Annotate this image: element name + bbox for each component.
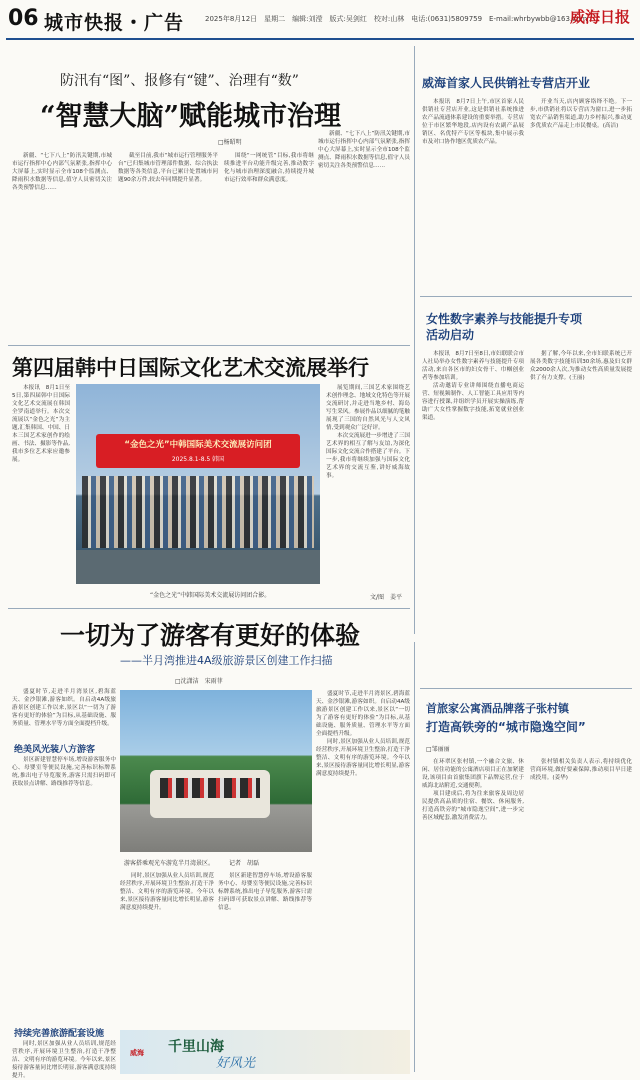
lead-body-col1 xyxy=(12,152,112,338)
paragraph: 本报讯 8月1日至5日,第四届韩中日国际文化艺术交流展在韩国全罗南道举行。本次交流展以“金色之光”为主题,汇集韩国、中国、日本三国艺术家创作的绘画、书法、摄影等作品,我市多位艺术家应邀参展。 xyxy=(12,385,70,463)
paragraph: 围绕“一网统管”目标,我市将继续推进平台功能升级完善,推动数字化与城市治理深度融合,持续提升城市运行效率和群众满意度。 xyxy=(224,153,314,183)
ad-main-text: 千里山海 xyxy=(168,1039,224,1055)
tour-subhead: ——半月湾推进4A级旅游景区创建工作扫描 xyxy=(120,654,333,667)
paragraph: 同时,景区加强从业人员培训,规范经营秩序,开展环境卫生整治,打造干净整洁、文明有序的游览环境。今年以来,景区接待游客量同比增长明显,游客满意度持续提升。 xyxy=(316,739,410,777)
hotel-byline: □邹丽丽 xyxy=(426,746,450,753)
women-headline-1: 女性数字素养与技能提升专项 xyxy=(426,312,583,326)
paragraph: 新疆、“七下八上”防汛关键期,市城市运行指挥中心内部气氛紧张,指挥中心大屏幕上,实时显示全市108个监测点、降雨积水数据等信息,值守人员密切关注各类预警信息…… xyxy=(318,131,410,169)
hotel-headline-2: 打造高铁旁的“城市隐逸空间” xyxy=(426,720,586,734)
paragraph: 本报讯 8月7日至8日,市妇联联合市人社局举办女性数字素养与技能提升专项活动,来自各区市的妇女骨干、巾帼创业者等参加培训。 xyxy=(422,351,524,381)
paragraph: 景区新建智慧停车场,增设游客服务中心、母婴室等便民设施,完善标识标牌系统,推出电子导览服务,游客只需扫码即可获取景点讲解、路线推荐等信息。 xyxy=(12,757,116,787)
tourism-ad xyxy=(120,1030,410,1074)
korea-photo-caption: “金色之光”中韩国际美术交流展访问团合影。 xyxy=(150,592,271,599)
korea-body-col1 xyxy=(12,384,70,602)
column-divider xyxy=(414,46,415,634)
paragraph: 据了解,今年以来,全市妇联系统已开展各类数字技能培训30余场,惠及妇女群众2000余人次,为推动女性高质量发展提供了有力支撑。(王丽) xyxy=(530,351,632,381)
korea-body-col3 xyxy=(326,384,410,584)
tour-photo-caption: 游客搭乘观光车游览半月湾景区。 记者 胡磊 xyxy=(124,860,260,867)
masthead xyxy=(0,0,640,42)
hotel-body-col2 xyxy=(530,758,632,1074)
ad-script-text: 好风光 xyxy=(216,1056,256,1071)
column-divider xyxy=(414,642,415,1072)
paragraph: 同时,景区加强从业人员培训,规范经营秩序,开展环境卫生整治,打造干净整洁、文明有序的游览环境。今年以来,景区接待游客量同比增长明显,游客满意度持续提升。 xyxy=(120,873,214,911)
paragraph: 景区新建智慧停车场,增设游客服务中心、母婴室等便民设施,完善标识标牌系统,推出电子导览服务,游客只需扫码即可获取景点讲解、路线推荐等信息。 xyxy=(218,873,312,911)
paragraph: 截至目前,我市“城市运行管理服务平台”已归集城市管理部件数据、综合执法数据等各类信息,平台已累计处置城市问题90余万件,较去年同期提升显著。 xyxy=(118,153,218,183)
lead-body-col3 xyxy=(224,152,314,338)
lead-byline: □杨昭明 xyxy=(218,139,242,146)
hotel-headline-1: 首旅家公寓酒品牌落子张村镇 xyxy=(426,702,569,715)
tour-minihead-1: 绝美风光装八方游客 xyxy=(14,745,96,755)
coop-body-col1 xyxy=(422,98,524,290)
page-meta: 2025年8月12日 星期二 编辑:刘滢 版式:吴剑红 校对:山林 电话:(0631)5809759 E-mail:whrbywbb@163.com xyxy=(205,15,588,23)
korea-headline: 第四届韩中日国际文化艺术交流展举行 xyxy=(12,355,369,380)
lead-headline: “智慧大脑”赋能城市治理 xyxy=(40,101,342,132)
paragraph: 本报讯 8月7日上午,市区首家人民供销社专营店开业,这是供销社系统推进农产品流通体系建设的重要举措。专营店位于市区繁华地段,店内设有农副产品展销区、名优特产专区等板块,集中展示我市及对口协作地区优质农产品。 xyxy=(422,99,524,145)
sightseeing-car-photo xyxy=(120,690,312,852)
paragraph: 盛夏时节,走进半月湾景区,碧海蓝天、金沙银滩,游客如织。自启动4A级旅游景区创建工作以来,景区以“一切为了游客有更好的体验”为目标,从基础设施、服务质量、管理水平等方面全面提档升级。 xyxy=(12,689,116,727)
lead-body-col2 xyxy=(118,152,218,338)
tour-body-col3 xyxy=(218,872,312,1024)
women-body-col1 xyxy=(422,350,524,680)
paragraph: 在环翠区张村镇,一个融合文旅、休闲、居住功能的公寓酒店项目正在加紧建设,该项目由首旅集团旗下品牌运营,位于威海北站附近,交通便利。 xyxy=(422,759,524,789)
banner-text: “金色之光”中韩国际美术交流展访问团 xyxy=(124,440,272,450)
paragraph: 新疆、“七下八上”防汛关键期,市城市运行指挥中心内部气氛紧张,指挥中心大屏幕上,实时显示全市108个监测点、降雨积水数据等信息,值守人员密切关注各类预警信息…… xyxy=(12,153,112,191)
paragraph: 盛夏时节,走进半月湾景区,碧海蓝天、金沙银滩,游客如织。自启动4A级旅游景区创建工作以来,景区以“一切为了游客有更好的体验”为目标,从基础设施、服务质量、管理水平等方面全面提档升级。 xyxy=(316,691,410,737)
paragraph: 本次交流展进一步增进了三国艺术界的相互了解与友谊,为深化国际文化交流合作搭建了平台。下一步,我市将继续加强与国际文化艺术界的交流互鉴,讲好威海故事。 xyxy=(326,433,410,479)
tour-body-col1 xyxy=(12,756,116,1022)
section-title: 城市快报・广告 xyxy=(44,12,185,34)
tour-body-col2 xyxy=(120,872,214,1024)
section-divider xyxy=(420,688,632,689)
paragraph: 同时,景区加强从业人员培训,规范经营秩序,开展环境卫生整治,打造干净整洁、文明有序的游览环境。今年以来,景区接待游客量同比增长明显,游客满意度持续提升。 xyxy=(12,1041,116,1079)
group-people xyxy=(82,476,314,548)
banner-subtext: 2025.8.1-8.5 韩国 xyxy=(171,456,225,463)
group-photo xyxy=(76,384,320,584)
page-number: 06 xyxy=(8,6,39,31)
section-divider xyxy=(8,345,410,346)
korea-byline: 文/图 姜平 xyxy=(370,594,403,601)
lead-kicker: 防汛有“图”、报修有“键”、治理有“数” xyxy=(60,73,299,89)
tour-body-col4 xyxy=(316,690,410,1024)
coop-headline: 威海首家人民供销社专营店开业 xyxy=(422,76,591,90)
section-divider xyxy=(8,608,410,609)
ship-deck xyxy=(76,550,320,584)
lead-body-col4 xyxy=(318,130,410,338)
tour-byline: □沈潇洁 宋雨菲 xyxy=(175,678,223,685)
photo-banner xyxy=(96,434,300,468)
newspaper-logo: 威海日报 xyxy=(569,8,630,26)
tour-body-intro xyxy=(12,688,116,734)
paragraph: 活动邀请专业讲师围绕直播电商运营、短视频制作、人工智能工具应用等内容进行授课,并组织学员开展实操演练,帮助广大女性掌握数字技能,拓宽就业创业渠道。 xyxy=(422,383,524,421)
paragraph: 展览期间,三国艺术家围绕艺术创作理念、地域文化特色等开展交流研讨,并走进当地乡村、海岛写生采风。参展作品以细腻的笔触展现了三国的自然风光与人文风情,受到观众广泛好评。 xyxy=(326,385,410,431)
women-body-col2 xyxy=(530,350,632,680)
tour-body-end xyxy=(12,1040,116,1079)
paragraph: 项目建成后,将为往来旅客及周边居民提供高品质的住宿、餐饮、休闲服务,打造高铁旁的“城市隐逸空间”,进一步完善区域配套,激发消费活力。 xyxy=(422,791,524,821)
section-divider xyxy=(420,296,632,297)
masthead-rule xyxy=(6,38,634,40)
tour-minihead-2: 持续完善旅游配套设施 xyxy=(14,1029,105,1039)
hotel-body-col1 xyxy=(422,758,524,1074)
paragraph: 开业当天,店内顾客络绎不绝。下一步,市供销社将以专营店为窗口,进一步拓宽农产品销售渠道,助力乡村振兴,推动更多优质农产品走上市民餐桌。(高洁) xyxy=(530,99,632,129)
ad-logo: 威海 xyxy=(130,1049,144,1057)
car-passengers xyxy=(160,778,260,798)
women-headline-2: 活动启动 xyxy=(426,328,475,342)
coop-body-col2 xyxy=(530,98,632,290)
tour-headline: 一切为了游客有更好的体验 xyxy=(60,621,361,650)
paragraph: 张村镇相关负责人表示,将持续优化营商环境,做好要素保障,推动项目早日建成投用。(姜华) xyxy=(530,759,632,781)
